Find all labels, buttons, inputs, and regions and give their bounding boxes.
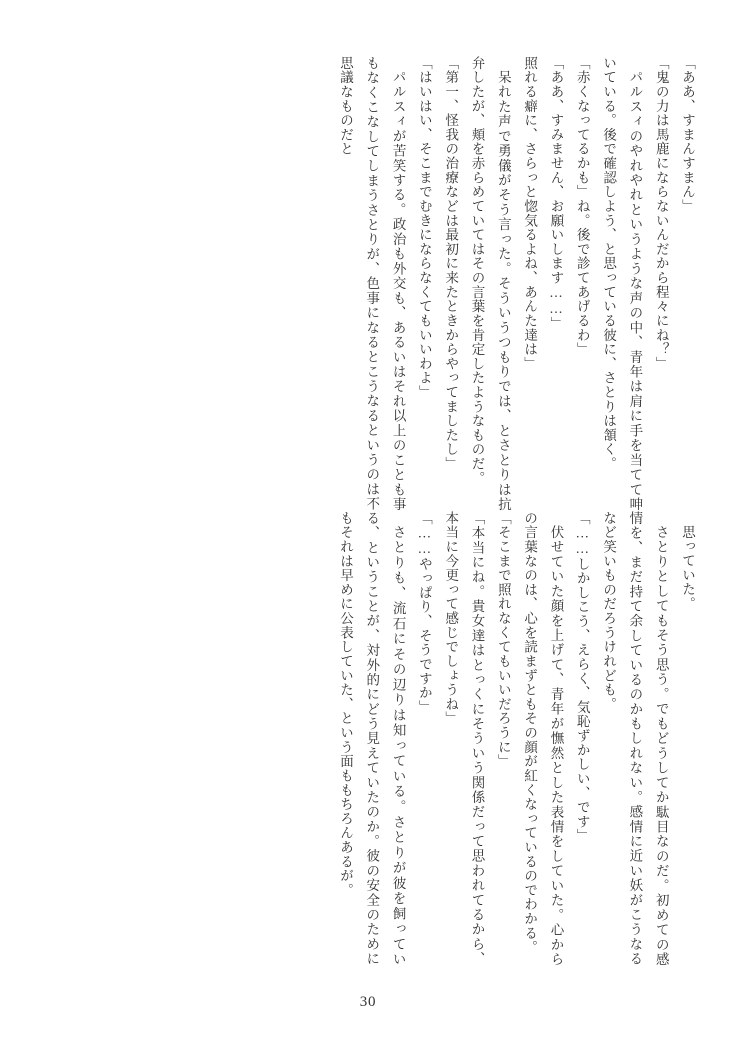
paragraph: 「鬼の力は馬鹿にならないんだから程々にね？」 <box>653 56 669 371</box>
vertical-text-area <box>36 56 700 966</box>
lower-text-block-group <box>324 511 700 966</box>
paragraph: 思っていた。 <box>680 524 695 611</box>
paragraph: 「……しかしこう、えらく、気恥ずかしい、です」 <box>574 511 590 844</box>
page-number: 30 <box>359 994 377 1010</box>
upper-text-block-group <box>332 56 700 511</box>
upper-text-block <box>332 56 700 511</box>
paragraph: 「はいはい、そこまでむきにならなくてもいいわよ」 <box>416 56 432 400</box>
paragraph: パルスィが苦笑する。政治も外交も、あるいはそれ以上のことも事もなくこなしてしまうさとりが、色事になるとこうなるというのは不思議なものだと <box>337 56 406 511</box>
paragraph: 呆れた声で勇儀がそう言った。そういうつもりでは、とさとりは抗弁したが、頬を赤らめていてはその言葉を肯定したようなものだ。 <box>469 56 511 511</box>
lower-text-block <box>332 511 700 966</box>
paragraph: 「……やっぱり、そうですか」 <box>416 511 432 715</box>
paragraph: 「そこまで照れなくてもいいだろうに」 <box>495 511 511 769</box>
paragraph: 「ああ、すみません、お願いします……」 <box>548 56 564 331</box>
paragraph: パルスィのやれやれというような声の中、青年は肩に手を当てて呻いている。後で確認しよう、と思っている彼に、さとりは頷く。 <box>601 56 643 511</box>
paragraph: 照れる癖に、さらっと惚気るよね、あんた達は」 <box>522 56 538 371</box>
paragraph: 「第一、怪我の治療などは最初に来たときからやってましたし」 <box>443 56 459 471</box>
paragraph: さとりも、流石にその辺りは知っている。さとりが彼を飼っている、ということが、対外的にどう見えていたのか。彼の安全のためにもそれは早めに公表していた、という面ももちろんあるが。 <box>337 511 406 966</box>
paragraph: 「本当にね。貴女達はとっくにそういう関係だって思われてるから、本当に今更って感じでしょうね」 <box>443 511 485 966</box>
paragraph: さとりとしてもそう思う。でもどうしてか駄目なのだ。初めての感情を、まだ持て余しているのかもしれない。感情に近い妖がこうなるなど笑いものだろうけれども。 <box>601 511 669 966</box>
paragraph: 「ああ、すまんすまん」 <box>680 56 695 214</box>
paragraph: 「赤くなってるかも」ね。後で診てあげるわ」 <box>574 56 590 357</box>
paragraph: 伏せていた顔を上げて、青年が憮然とした表情をしていた。心からの言葉なのは、心を読まずともその顔が紅くなっているのでわかる。 <box>522 511 564 966</box>
